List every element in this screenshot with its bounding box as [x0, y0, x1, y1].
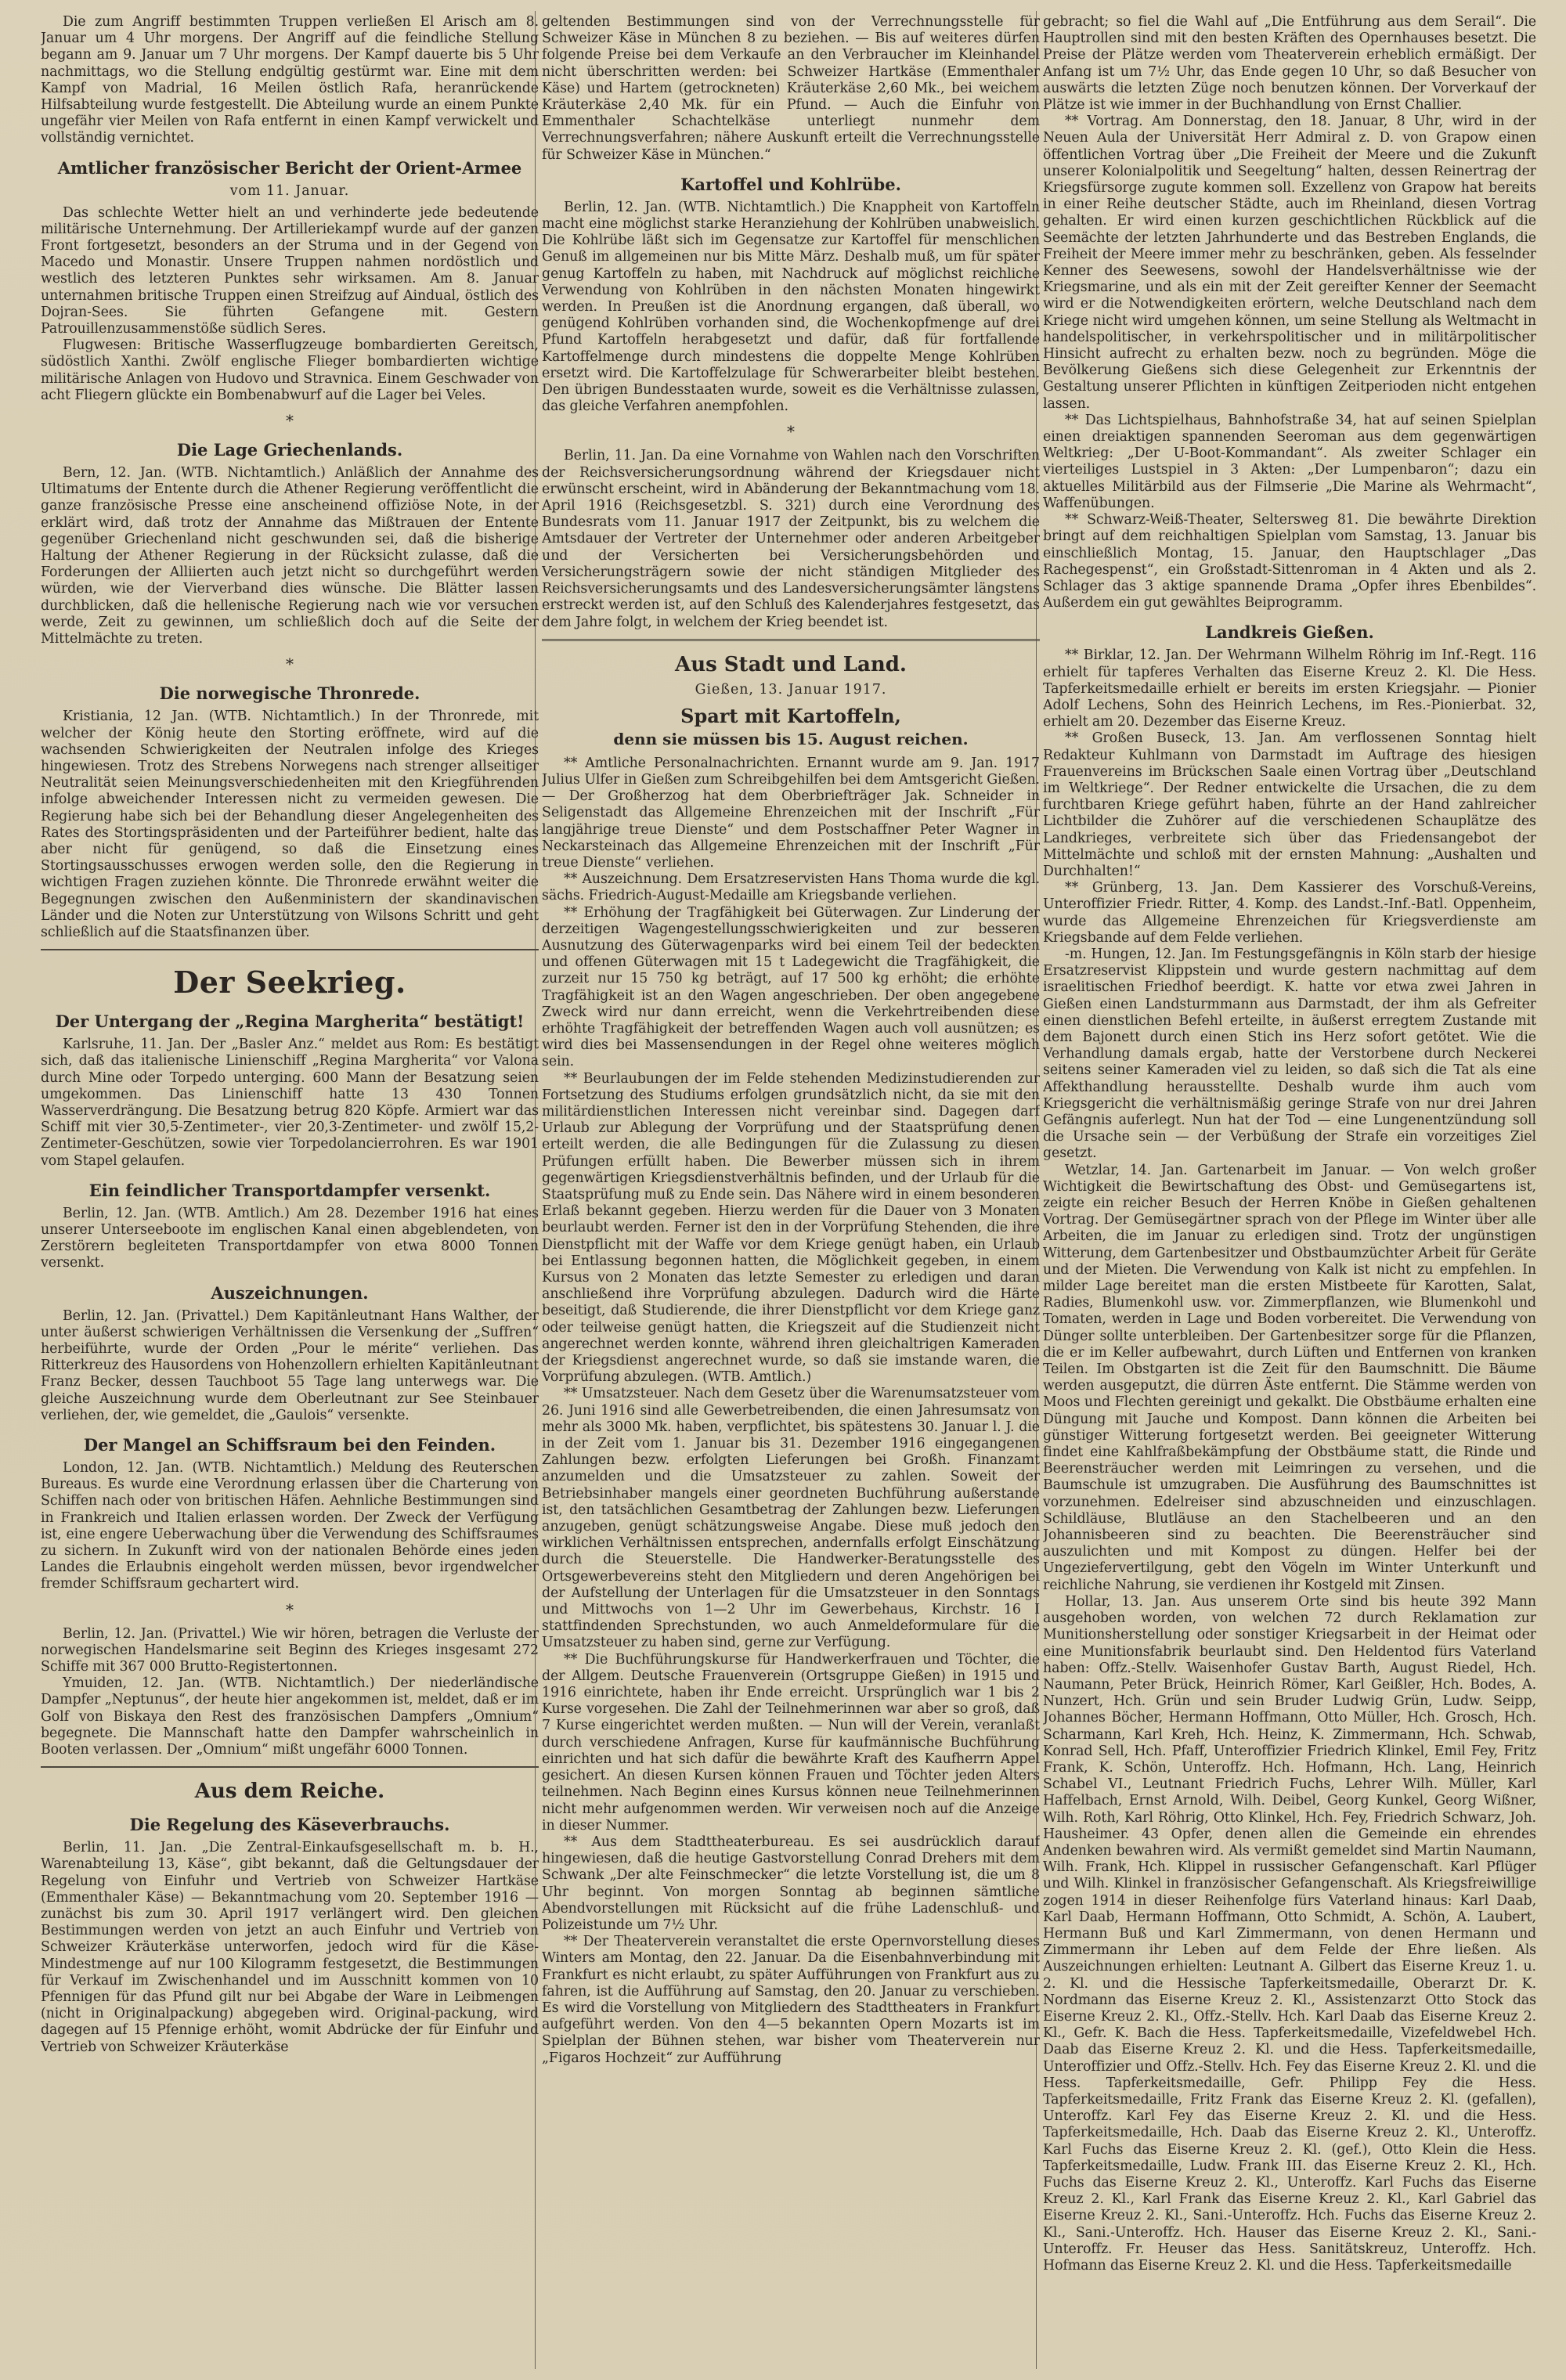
article-paragraph: geltenden Bestimmungen sind von der Verrechnungsstelle für Schweizer Käse in München 8 zu beziehen. — Bis auf weiteres dürfen folgende Preise bei dem Verkaufe an den Verbraucher im Kleinhandel nicht überschritten werden: bei Schweizer Hartkäse (Emmenthaler Käse) und Hartem (getrockneten) Kräuterkäse 2,60 Mk., bei weichem Kräuterkäse 2,40 Mk. für ein Pfund. — Auch die Einfuhr von Emmenthaler Schachtelkäse unterliegt nunmehr dem Verrechnungsverfahren; nähere Auskunft erteilt die Verrechnungsstelle für Schweizer Käse in München.“ [542, 14, 1040, 163]
article-paragraph: ** Schwarz-Weiß-Theater, Seltersweg 81. Die bewährte Direktion bringt auf dem reichhaltigen Spielplan vom Samstag, 13. Januar bis einschließlich Montag, 15. Januar, den Hauptschlager „Das Rachegespenst“, ein Großstadt-Sittenroman in 4 Akten und als 2. Schlager das 3 aktige spannende Drama „Opfer ihres Ebenbildes“. Außerdem ein gut gewähltes Beiprogramm. [1043, 512, 1536, 611]
divider [542, 639, 1040, 641]
separator-star: * [286, 411, 294, 431]
headline-sub: denn sie müssen bis 15. August reichen. [613, 729, 969, 748]
section-heading: Die Lage Griechenlands. [176, 440, 403, 460]
section-heading: Der Untergang der „Regina Margherita“ bestätigt! [55, 1012, 525, 1032]
section-heading: Landkreis Gießen. [1205, 622, 1374, 643]
section-title: Aus Stadt und Land. [675, 652, 907, 676]
section-heading: Die norwegische Thronrede. [159, 683, 420, 704]
separator-star: * [286, 654, 294, 674]
article-paragraph: ** Die Buchführungskurse für Handwerkerfrauen und Töchter, die der Allgem. Deutsche Frauenverein (Ortsgruppe Gießen) in 1915 und 1916 einrichtete, haben ihr Ende erreicht. Ursprünglich war 1 bis 2 Kurse vorgesehen. Die Zahl der Teilnehmerinnen war aber so groß, daß 7 Kurse eingerichtet werden mußten. — Nun will der Verein, veranlaßt durch verschiedene Anfragen, Kurse für kaufmännische Buchführung einrichten und hat sich dafür die bewährte Kraft des Kaufherrn Appel gesichert. An diesen Kursen können Frauen und Töchter jeden Alters teilnehmen. Nach Beginn eines Kursus können neue Teilnehmerinnen nicht mehr aufgenommen werden. Wir verweisen noch auf die Anzeige in dieser Nummer. [542, 1651, 1040, 1834]
article-paragraph: Berlin, 12. Jan. (Privattel.) Dem Kapitänleutnant Hans Walther, der unter äußerst schwierigen Verhältnissen die Versenkung der „Suffren“ herbeiführte, wurde der Orden „Pour le mérite“ verliehen. Das Ritterkreuz des Hausordens von Hohenzollern erhielten Kapitänleutnant Franz Becker, dessen Tauchboot 55 Tage lang unterwegs war. Die gleiche Auszeichnung wurde dem Oberleutnant zur See Steinbauer verliehen, der, wie gemeldet, die „Gaulois“ versenkte. [41, 1307, 539, 1423]
article-paragraph: ** Der Theaterverein veranstaltet die erste Opernvorstellung dieses Winters am Montag, den 22. Januar. Da die Eisenbahnverbindung mit Frankfurt es nicht erlaubt, zu später Aufführungen von Frankfurt aus zu fahren, ist die Aufführung auf Samstag, den 20. Januar zu verschieben. Es wird die Vorstellung von Mitgliedern des Stadttheaters in Frankfurt aufgeführt werden. Von den 4—5 bekannten Opern Mozarts ist im Spielplan der Bühnen stehen, war bisher vom Theaterverein nur „Figaros Hochzeit“ zur Aufführung [542, 1934, 1040, 2066]
article-paragraph: ** Vortrag. Am Donnerstag, den 18. Januar, 8 Uhr, wird in der Neuen Aula der Universität Herr Admiral z. D. von Grapow einen öffentlichen Vortrag über „Die Freiheit der Meere und die Zukunft unserer Kolonialpolitik und Seegeltung“ halten, dessen Reinertrag der Kriegsfürsorge zugute kommen soll. Exzellenz von Grapow hat bereits in einer Reihe deutscher Städte, auch im Rheinland, diesen Vortrag gehalten. Er wird einen kurzen geschichtlichen Rückblick auf die Seemächte der letzten Jahrhunderte und das Bestreben Englands, die Freiheit der Meere immer mehr zu beschränken, geben. Als fesselnder Kenner des Seewesens, sowohl der Handelsverhältnisse wie der Kriegsmarine, und als ein mit der Zeit gereifter Kenner der Seemacht wird er die Notwendigkeiten erörtern, welche Deutschland nach dem Kriege nicht wird umgehen können, um seine Stellung als Weltmacht in handelspolitischer, in verkehrspolitischer und in militärpolitischer Hinsicht aufrecht zu erhalten bezw. noch zu begründen. Möge die Bevölkerung Gießens sich diese Gelegenheit zur Erkenntnis der Gestaltung unserer Pflichten in künftigen Zeitperioden nicht entgehen lassen. [1043, 114, 1536, 412]
separator-star: * [286, 1599, 294, 1619]
section-heading: Die Regelung des Käseverbrauchs. [129, 1815, 450, 1835]
article-paragraph: Bern, 12. Jan. (WTB. Nichtamtlich.) Anläßlich der Annahme des Ultimatums der Entente durch die Athener Regierung veröffentlicht die ganze französische Presse eine anscheinend offiziöse Note, in der erklärt wird, daß trotz der Annahme das Mißtrauen der Entente gegenüber Griechenland nicht geschwunden sei, daß die bisherige Haltung der Athener Regierung in der Rücksicht zulasse, daß die Forderungen der Alliierten auch jetzt nicht so durchgeführt werden würden, wie der Vierverband dies wünsche. Die Blätter lassen durchblicken, daß die hellenische Regierung nach wie vor versuchen werde, Zeit zu gewinnen, um schließlich doch auf die Seite der Mittelmächte zu treten. [41, 465, 539, 647]
section-heading: Der Mangel an Schiffsraum bei den Feinden. [83, 1435, 496, 1455]
article-paragraph: Berlin, 11. Jan. Da eine Vornahme von Wahlen nach den Vorschriften der Reichsversicherungsordnung während der Kriegsdauer nicht erwünscht erscheint, wird in Abänderung der Bekanntmachung vom 18. April 1916 (Reichsgesetzbl. S. 321) durch eine Verordnung des Bundesrats vom 11. Januar 1917 der Zeitpunkt, bis zu welchem die Amtsdauer der Vertreter der Unternehmer oder anderen Arbeitgeber und der Versicherten bei Versicherungsbehörden und Versicherungsträgern sowie der nicht ständigen Mitglieder des Reichsversicherungsamts und des Landesversicherungsämter längstens erstreckt werden ist, auf den Schluß des Kalenderjahres festgesetzt, das dem Jahre folgt, in welchem der Krieg beendet ist. [542, 448, 1040, 630]
article-paragraph: Berlin, 12. Jan. (WTB. Amtlich.) Am 28. Dezember 1916 hat eines unserer Unterseeboote im englischen Kanal einen abgeblendeten, von Zerstörern begleiteten Transportdampfer von etwa 8000 Tonnen versenkt. [41, 1205, 539, 1271]
article-paragraph: Hollar, 13. Jan. Aus unserem Orte sind bis heute 392 Mann ausgehoben worden, von welchen 72 durch Reklamation zur Munitionsherstellung oder sonstiger Kriegsarbeit in der Heimat oder eine Munitionsfabrik beurlaubt sind. Den Heldentod fürs Vaterland haben: Offz.-Stellv. Waisenhofer Gustav Barth, August Riedel, Hch. Naumann, Peter Brück, Heinrich Römer, Karl Geißler, Hch. Bodes, A. Nunzert, Hch. Grün und sein Bruder Ludwig Grün, Ludw. Seipp, Johannes Böcher, Hermann Hoffmann, Otto Müller, Hch. Grosch, Hch. Scharmann, Karl Kreh, Hch. Heinz, K. Zimmermann, Hch. Schwab, Konrad Sell, Hch. Pfaff, Unteroffizier Friedrich Klinkel, Emil Fey, Fritz Frank, K. Schön, Unteroffz. Hch. Hofmann, Hch. Lang, Heinrich Schabel VI., Leutnant Friedrich Fuchs, Lehrer Wilh. Müller, Karl Haffelbach, Ernst Arnold, Wilh. Deibel, Georg Kunkel, Georg Wißner, Wilh. Roth, Karl Röhrig, Otto Klinkel, Hch. Fey, Friedrich Schwarz, Joh. Hausheimer. 43 Opfer, denen allen die Gemeinde ein ehrendes Andenken bewahren wird. Als vermißt gemeldet sind Martin Naumann, Wilh. Frank, Hch. Klippel in russischer Gefangenschaft. Karl Pflüger und Wilh. Klinkel in französischer Gefangenschaft. Als Kriegsfreiwillige zogen 1914 in dieser Reihenfolge fürs Vaterland hinaus: Karl Daab, Karl Daab, Hermann Hoffmann, Otto Schmidt, A. Schön, A. Laubert, Hermann Buß und Karl Zimmermann, von denen Hermann und Zimmermann ihr Leben auf dem Felde der Ehre ließen. Als Auszeichnungen erhielten: Leutnant A. Gilbert das Eiserne Kreuz 1. u. 2. Kl. und die Hessische Tapferkeitsmedaille, Oberarzt Dr. K. Nordmann das Eiserne Kreuz 2. Kl., Assistenzarzt Otto Stock das Eiserne Kreuz 2. Kl., Offz.-Stellv. Hch. Karl Daab das Eiserne Kreuz 2. Kl., Gefr. K. Bach die Hess. Tapferkeitsmedaille, Vizefeldwebel Hch. Daab das Eiserne Kreuz 2. Kl. und die Hess. Tapferkeitsmedaille, Unteroffizier und Offz.-Stellv. Hch. Fey das Eiserne Kreuz 2. Kl. und die Hess. Tapferkeitsmedaille, Gefr. Philipp Fey die Hess. Tapferkeitsmedaille, Fritz Frank das Eiserne Kreuz 2. Kl. (gefallen), Unteroffz. Karl Fey das Eiserne Kreuz 2. Kl. und die Hess. Tapferkeitsmedaille, Hch. Daab das Eiserne Kreuz 2. Kl., Unteroffz. Karl Fuchs das Eiserne Kreuz 2. Kl. (gef.), Otto Klein die Hess. Tapferkeitsmedaille, Ludw. Frank III. das Eiserne Kreuz 2. Kl., Hch. Fuchs das Eiserne Kreuz 2. Kl., Unteroffz. Karl Fuchs das Eiserne Kreuz 2. Kl., Karl Frank das Eiserne Kreuz 2. Kl., Karl Gabriel das Eiserne Kreuz 2. Kl., Sani.-Unteroffz. Hch. Fuchs das Eiserne Kreuz 2. Kl., Sani.-Unteroffz. Hch. Hauser das Eiserne Kreuz 2. Kl., Sani.-Unteroffz. Fr. Heuser das Hess. Sanitätskreuz, Unteroffz. Hch. Hofmann das Eiserne Kreuz 2. Kl. und die Hess. Tapferkeitsmedaille [1043, 1593, 1536, 2274]
column-3 [1043, 14, 1536, 2364]
section-title: Der Seekrieg. [173, 965, 406, 1001]
section-heading: Ein feindlicher Transportdampfer versenkt. [88, 1180, 491, 1200]
article-paragraph: Berlin, 12. Jan. (Privattel.) Wie wir hören, betragen die Verluste der norwegischen Handelsmarine seit Beginn des Krieges insgesamt 272 Schiffe mit 367 000 Brutto-Registertonnen. [41, 1625, 539, 1675]
article-paragraph: gebracht; so fiel die Wahl auf „Die Entführung aus dem Serail“. Die Hauptrollen sind mit den besten Kräften des Opernhauses besetzt. Die Preise der Plätze werden vom Theaterverein erheblich ermäßigt. Der Anfang ist um 7½ Uhr, das Ende gegen 10 Uhr, so daß Besucher von auswärts die letzten Züge noch benutzen können. Der Vorverkauf der Plätze ist wie immer in der Buchhandlung von Ernst Challier. [1043, 14, 1536, 114]
column-2 [542, 14, 1040, 2364]
article-paragraph: Karlsruhe, 11. Jan. Der „Basler Anz.“ meldet aus Rom: Es bestätigt sich, daß das italienische Linienschiff „Regina Margherita“ vor Valona durch Mine oder Torpedo unterging. 600 Mann der Besatzung seien umgekommen. Das Linienschiff hatte 13 430 Tonnen Wasserverdrängung. Die Besatzung betrug 820 Köpfe. Armiert war das Schiff mit vier 30,5-Zentimeter-, vier 20,3-Zentimeter- und zwölf 15,2-Zentimeter-Geschützen, sowie vier Torpedolancierrohren. Es war 1901 vom Stapel gelaufen. [41, 1037, 539, 1169]
article-paragraph: ** Beurlaubungen der im Felde stehenden Medizinstudierenden zur Fortsetzung des Studiums erfolgen grundsätzlich nicht, da sie mit den militärdienstlichen Interessen nicht vereinbar sind. Dagegen darf Urlaub zur Ablegung der Vorprüfung und der Staatsprüfung denen erteilt werden, die alle Bedingungen für die Zulassung zu diesen Prüfungen erfüllt haben. Die Bewerber müssen sich in ihrem gegenwärtigen Kriegsdienstverhältnis befinden, und der Urlaub für die Staatsprüfung muß zu Ende sein. Das Nähere wird in einem besonderen Erlaß bekannt gegeben. Hierzu werden für die Dauer von 3 Monaten beurlaubt werden. Ferner ist den in der Vorprüfung Stehenden, die ihre Dienstpflicht mit der Waffe vor dem Kriege genügt haben, ein Urlaub bei Entlassung begonnen hatten, die Möglichkeit gegeben, in einem Kursus von 2 Monaten das letzte Semester zu erledigen und daran anschließend ihre Vorprüfung abzulegen. Dadurch wird die Härte beseitigt, daß Studierende, die ihrer Dienstpflicht vor dem Kriege ganz oder teilweise genügt hatten, die Kriegszeit auf die Studienzeit nicht angerechnet werden konnte, während ihren gleichaltrigen Kameraden der Kriegsdienst angerechnet wurde, so daß sie imstande waren, die Vorprüfung abzulegen. (WTB. Amtlich.) [542, 1070, 1040, 1386]
article-paragraph: Flugwesen: Britische Wasserflugzeuge bombardierten Gereitsch, südöstlich Xanthi. Zwölf englische Flieger bombardierten wichtige militärische Anlagen von Hudovo und Stravnica. Einem Geschwader von acht Fliegern glückte ein Bombenabwurf auf die Lager bei Veles. [41, 337, 539, 403]
section-heading: Kartoffel und Kohlrübe. [680, 174, 901, 194]
section-heading: Amtlicher französischer Bericht der Orient-Armee [57, 157, 522, 178]
divider [41, 949, 539, 950]
divider [41, 1766, 539, 1768]
article-paragraph: ** Aus dem Stadttheaterbureau. Es sei ausdrücklich darauf hingewiesen, daß die heutige Gastvorstellung Conrad Drehers mit dem Schwank „Der alte Feinschmecker“ die letzte Vorstellung ist, die um 8 Uhr beginnt. Von morgen Sonntag ab beginnen sämtliche Abendvorstellungen mit Rücksicht auf die frühe Ladenschluß- und Polizeistunde um 7½ Uhr. [542, 1834, 1040, 1933]
column-1 [41, 14, 539, 2364]
article-paragraph: Berlin, 12. Jan. (WTB. Nichtamtlich.) Die Knappheit von Kartoffeln macht eine möglichst starke Heranziehung der Kohlrüben unabweislich. Die Kohlrübe läßt sich im Gegensatze zur Kartoffel für menschlichen Genuß im allgemeinen nur bis Mitte März. Deshalb muß, um für später genug Kartoffeln zu haben, mit Nachdruck auf möglichst reichliche Verwendung von Kohlrüben in den nächsten Monaten hingewirkt werden. In Preußen ist die Anordnung ergangen, daß überall, wo genügend Kohlrüben vorhanden sind, die Wochenkopfmenge auf drei Pfund Kartoffeln herabgesetzt und dafür, daß für fortfallende Kartoffelmenge durch mindestens die doppelte Menge Kohlrüben ersetzt wird. Die Kartoffelzulage für Schwerarbeiter bleibt bestehen. Den übrigen Bundesstaaten wurde, soweit es die Verhältnisse zulassen, das gleiche Verfahren anempfohlen. [542, 199, 1040, 415]
article-paragraph: Ymuiden, 12. Jan. (WTB. Nichtamtlich.) Der niederländische Dampfer „Neptunus“, der heute hier angekommen ist, meldet, daß er im Golf von Biskaya den Rest des französischen Dampfers „Omnium“ begegnete. Die Mannschaft hatte den Dampfer wahrscheinlich in Booten verlassen. Der „Omnium“ mißt ungefähr 6000 Tonnen. [41, 1675, 539, 1758]
article-paragraph: Berlin, 11. Jan. „Die Zentral-Einkaufsgesellschaft m. b. H., Warenabteilung 13, Käse“, gibt bekannt, daß die Geltungsdauer der Regelung von Einfuhr und Vertrieb von Schweizer Hartkäse (Emmenthaler Käse) — Bekanntmachung vom 20. September 1916 — zunächst bis zum 30. April 1917 verlängert wird. Den gleichen Bestimmungen werden von jetzt an auch Einfuhr und Vertrieb von Schweizer Kräuterkäse unterworfen, jedoch wird für die Käse-Mindestmenge auf nur 100 Kilogramm festgesetzt, die Bestimmungen für Verkauf im Zwischenhandel und im Ausschnitt kommen von 10 Pfennigen für das Pfund gilt nur bei Abgabe der Ware in Leibmengen (nicht in Originalpackung) abgegeben wird. Original-packung, wird dagegen auf 15 Pfennige erhöht, womit Abdrücke der für Einfuhr und Vertrieb von Schweizer Kräuterkäse [41, 1840, 539, 2055]
article-paragraph: ** Auszeichnung. Dem Ersatzreservisten Hans Thoma wurde die kgl. sächs. Friedrich-August-Medaille am Kriegsbande verliehen. [542, 871, 1040, 904]
article-paragraph: Das schlechte Wetter hielt an und verhinderte jede bedeutende militärische Unternehmung. Der Artilleriekampf wurde auf der ganzen Front fortgesetzt, besonders an der Struma und in der Gegend von Macedo und Monastir. Unsere Truppen nahmen nordöstlich und westlich des letzteren Punktes sehr wirksamen. Am 8. Januar unternahmen britische Truppen einen Streifzug auf Aindual, östlich des Dojran-Sees. Sie führten Gefangene mit. Gestern Patrouillenzusammenstöße südlich Seres. [41, 204, 539, 337]
article-paragraph: ** Großen Buseck, 13. Jan. Am verflossenen Sonntag hielt Redakteur Kuhlmann von Darmstadt im Auftrage des hiesigen Frauenvereins im Brückschen Saale einen Vortrag über „Deutschland im Weltkriege“. Der Redner entwickelte die Ursachen, die zu dem furchtbaren Kriege geführt haben, führte an der Hand zahlreicher Lichtbilder die Zuhörer auf die verschiedenen Schauplätze des Landkrieges, verbreitete sich über das Friedensangebot der Mittelmächte und schloß mit der ernsten Mahnung: „Aushalten und Durchhalten!“ [1043, 730, 1536, 879]
article-paragraph: ** Erhöhung der Tragfähigkeit bei Güterwagen. Zur Linderung der derzeitigen Wagengestellungsschwierigkeiten und zur besseren Ausnutzung des Güterwagenparks wird bei einem Teil der bedeckten und offenen Güterwagen mit 15 t Ladegewicht die Tragfähigkeit, die zurzeit nur 15 750 kg beträgt, auf 17 500 kg erhöht; die erhöhte Tragfähigkeit ist an den Wagen angeschrieben. Der oben angegebene Zweck wird nur dann erreicht, wenn die Verkehrtreibenden diese erhöhte Tragfähigkeit der betreffenden Wagen auch voll ausnützen; es wird dies bei Massensendungen in der Regel ohne weiteres möglich sein. [542, 904, 1040, 1070]
headline: Spart mit Kartoffeln, [680, 704, 901, 727]
article-paragraph: Die zum Angriff bestimmten Truppen verließen El Arisch am 8. Januar um 4 Uhr morgens. Der Angriff auf die feindliche Stellung begann am 9. Januar um 7 Uhr morgens. Der Kampf dauerte bis 5 Uhr nachmittags, wo die Stellung endgültig gestürmt war. Eine mit dem Kampf von Madrial, 16 Meilen östlich Rafa, heranrückende Hilfsabteilung wurde festgestellt. Die Abteilung wurde an einem Punkte ungefähr vier Meilen von Rafa entfernt in einen Kampf verwickelt und vollständig vernichtet. [41, 14, 539, 146]
article-paragraph: ** Das Lichtspielhaus, Bahnhofstraße 34, hat auf seinen Spielplan einen dreiaktigen spannenden Seeroman aus dem gegenwärtigen Weltkrieg: „Der U-Boot-Kommandant“. Als zweiter Schlager ein vierteiliges Lustspiel in 3 Akten: „Der Lumpenbaron“; dazu ein aktuelles Militärbild aus der Filmserie „Die Marine als Wehrmacht“, Waffenübungen. [1043, 412, 1536, 511]
dateline: Gießen, 13. Januar 1917. [695, 681, 887, 698]
article-paragraph: ** Grünberg, 13. Jan. Dem Kassierer des Vorschuß-Vereins, Unteroffizier Friedr. Ritter, 4. Komp. des Landst.-Inf.-Batl. Oppenheim, wurde das Allgemeine Ehrenzeichen für Kriegsverdienste am Kriegsbande auf dem Felde verliehen. [1043, 880, 1536, 946]
article-paragraph: -m. Hungen, 12. Jan. Im Festungsgefängnis in Köln starb der hiesige Ersatzreservist Klippstein und wurde gestern nachmittag auf dem israelitischen Friedhof beerdigt. K. hatte vor etwa zwei Jahren in Gießen einen Landsturmmann aus Darmstadt, der ihm als Gefreiter einen dienstlichen Befehl erteilte, in äußerst erregtem Zustande mit dem Bajonett durch einen Stich ins Herz sofort getötet. Wie die Verhandlung damals ergab, hatte der Verstorbene durch Neckerei seitens seiner Kameraden viel zu leiden, so daß sich die Tat als eine Affekthandlung herausstellte. Deshalb wurde ihm auch vom Kriegsgericht die verhältnismäßig geringe Strafe von nur drei Jahren Gefängnis auferlegt. Nun hat der Tod — eine Lungenentzündung soll die Ursache sein — der Verbüßung der Strafe ein vorzeitiges Ziel gesetzt. [1043, 946, 1536, 1162]
article-paragraph: ** Birklar, 12. Jan. Der Wehrmann Wilhelm Röhrig im Inf.-Regt. 116 erhielt für tapferes Verhalten das Eiserne Kreuz 2. Kl. Die Hess. Tapferkeitsmedaille erhielt er bereits im ersten Kriegsjahr. — Pionier Adolf Lechens, Sohn des Heinrich Lechens, im Res.-Pionierbat. 32, erhielt am 20. Dezember das Eiserne Kreuz. [1043, 647, 1536, 730]
article-paragraph: ** Amtliche Personalnachrichten. Ernannt wurde am 9. Jan. 1917 Julius Ulfer in Gießen zum Schreibgehilfen bei dem Amtsgericht Gießen. — Der Großherzog hat dem Oberbriefträger Jak. Schneider in Seligenstadt das Allgemeine Ehrenzeichen mit der Inschrift „Für langjährige treue Dienste“ und dem Postschaffner Peter Wagner in Neckarsteinach das Allgemeine Ehrenzeichen mit der Inschrift „Für treue Dienste“ verliehen. [542, 755, 1040, 871]
article-paragraph: London, 12. Jan. (WTB. Nichtamtlich.) Meldung des Reuterschen Bureaus. Es wurde eine Verordnung erlassen über die Charterung von Schiffen nach oder von britischen Häfen. Aehnliche Bestimmungen sind in Frankreich und Italien erlassen worden. Der Zweck der Verfügung ist, eine engere Ueberwachung über die Verwendung des Schiffsraumes zu sichern. In Zukunft wird von der nationalen Behörde eines jeden Landes die Erlaubnis eingeholt werden müssen, bevor irgendwelcher fremder Schiffsraum gechartert wird. [41, 1460, 539, 1592]
separator-star: * [787, 422, 795, 442]
article-paragraph: ** Umsatzsteuer. Nach dem Gesetz über die Warenumsatzsteuer vom 26. Juni 1916 sind alle Gewerbetreibenden, die einen Jahresumsatz von mehr als 3000 Mk. haben, verpflichtet, bis spätestens 30. Januar l. J. die in der Zeit vom 1. Januar bis 31. Dezember 1916 eingegangenen Zahlungen bezw. erfolgten Lieferungen bei Großh. Finanzamt anzumelden und die Umsatzsteuer zu zahlen. Soweit der Betriebsinhaber mangels einer geordneten Buchführung außerstande ist, den tatsächlichen Gesamtbetrag der Zahlungen bezw. Lieferungen anzugeben, genügt schätzungsweise Angabe. Diese muß jedoch den wirklichen Verhältnissen entsprechen, andernfalls erfolgt Einschätzung durch die Steuerstelle. Die Handwerker-Beratungsstelle des Ortsgewerbevereins steht den Mitgliedern und deren Angehörigen bei der Aufstellung der Unterlagen für die Umsatzsteuer in den Sonntags und Mittwochs von 1—2 Uhr im Gewerbehaus, Kirchstr. 16 I stattfindenden Sprechstunden, wo auch Anmeldeformulare für die Umsatzsteuer zu haben sind, gerne zur Verfügung. [542, 1386, 1040, 1651]
section-heading: Auszeichnungen. [211, 1282, 369, 1303]
dateline: vom 11. Januar. [229, 182, 350, 199]
article-paragraph: Kristiania, 12 Jan. (WTB. Nichtamtlich.) In der Thronrede, mit welcher der König heute den Storting eröffnete, wird auf die wachsenden Schwierigkeiten der Neutralen infolge des Krieges hingewiesen. Trotz des Strebens Norwegens nach strenger allseitiger Neutralität seien Meinungsverschiedenheiten mit den Kriegführenden infolge abweichender Interessen nicht zu vermeiden gewesen. Die Regierung habe sich bei der Behandlung dieser Angelegenheiten des Rates des Stortingspräsidenten und der Parteiführer bedient, halte das aber nicht für genügend, so daß die Einsetzung eines Stortingsausschusses erwogen werden solle, den die Regierung in wichtigen Fragen zuziehen könnte. Die Thronrede erwähnt weiter die Begegnungen zwischen den Außenministern der skandinavischen Länder und die Noten zur Unterstützung von Wilsons Schritt und geht schließlich auf die Staatsfinanzen über. [41, 709, 539, 940]
article-paragraph: Wetzlar, 14. Jan. Gartenarbeit im Januar. — Von welch großer Wichtigkeit die Bewirtschaftung des Obst- und Gemüsegartens ist, zeigte ein reicher Besuch der Herren Knöbe in Gießen gehaltenen Vortrag. Der Gemüsegärtner sprach von der Pflege im Winter über alle Arbeiten, die im Januar zu erledigen sind. Trotz der ungünstigen Witterung, dem Gartenbesitzer und Obstbaumzüchter Arbeit für Geräte und der Mieten. Die Verwendung von Kalk ist nicht zu empfehlen. In milder Lage bereitet man die ersten Mistbeete für Karotten, Salat, Radies, Blumenkohl usw. vor. Zimmerpflanzen, wie Blumenkohl und Tomaten, werden in Lage und Boden vorbereitet. Die Verwendung von Dünger sollte unterbleiben. Der Gartenbesitzer sorge für die Pflanzen, die er im Keller aufbewahrt, durch Lüften und Entfernen von kranken Teilen. Im Obstgarten ist die Zeit für den Baumschnitt. Die Bäume werden ausgeputzt, die dürren Äste entfernt. Die Stämme werden von Moos und Flechten gereinigt und gekalkt. Die Obstbäume erhalten eine Düngung mit Jauche und Kompost. Dann können die Arbeiten bei günstiger Witterung fortgesetzt werden. Bei geeigneter Witterung findet eine Kahlfraßbekämpfung der Obstbäume statt, die Rinde und Beerensträucher werden mit Leimringen zu versehen, und die Baumschule ist umzugraben. Die Ausführung des Baumschnittes ist vorzunehmen. Edelreiser sind abzuschneiden und einzuschlagen. Schildläuse, Blutläuse an den Stachelbeeren und an den Johannisbeeren sind zu beachten. Die Beerensträucher sind auszulichten und mit Kompost zu düngen. Helfer bei der Ungeziefervertilgung, gebt den Vögeln im Winter Unterkunft und reichliche Nahrung, sie verdienen ihr Kostgeld mit Zinsen. [1043, 1162, 1536, 1593]
section-title: Aus dem Reiche. [194, 1780, 385, 1804]
